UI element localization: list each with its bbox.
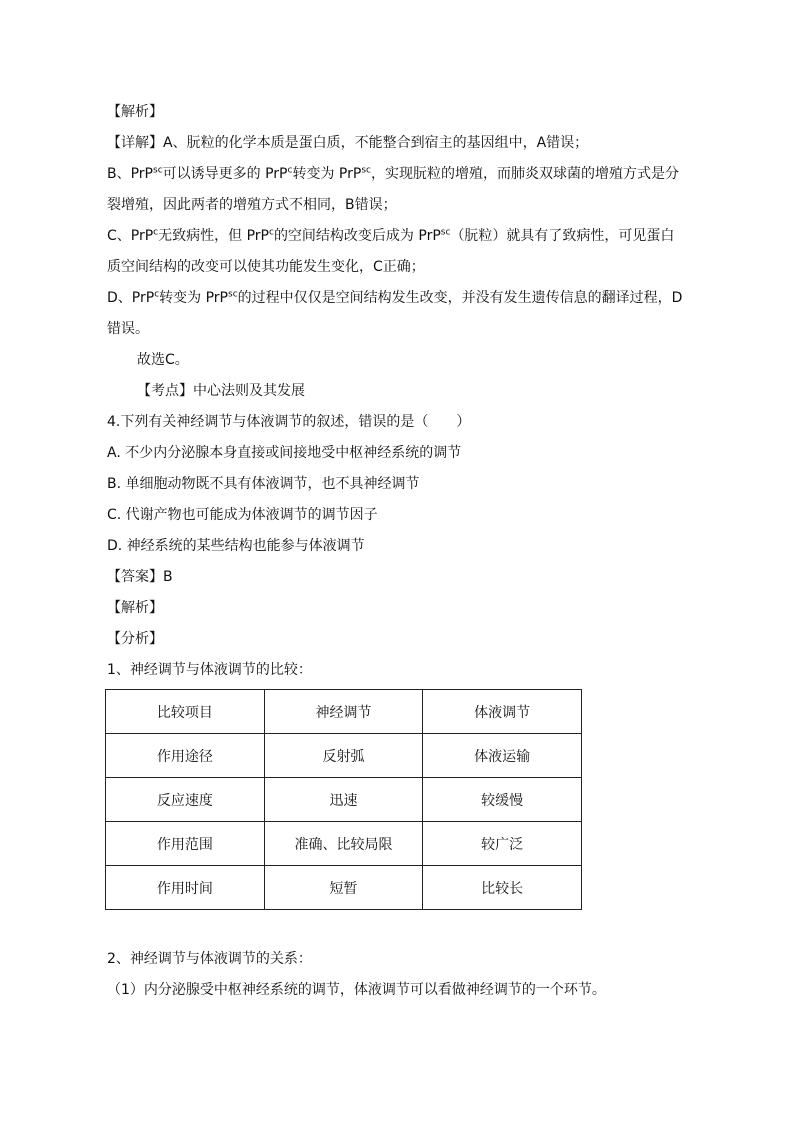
table-cell: 反应速度: [106, 778, 265, 822]
table-cell: 迅速: [264, 778, 423, 822]
table-cell: 作用途径: [106, 734, 265, 778]
question-4: 4.下列有关神经调节与体液调节的叙述，错误的是（ ）: [107, 414, 471, 430]
relation-title: 2、神经调节与体液调节的关系：: [107, 951, 312, 967]
detail-d: D、PrP$^c$转变为 PrP$^{sc}$的过程中仅仅是空间结构发生改变，并没有发生遗传信息的翻译过程，D: [107, 289, 683, 306]
answer-label: 【答案】B: [107, 569, 173, 585]
option-b: B. 单细胞动物既不具有体液调节，也不具神经调节: [107, 476, 420, 492]
table-cell: 较缓慢: [423, 778, 582, 822]
table-row: [106, 866, 582, 910]
table-row: [106, 690, 582, 734]
table-cell: 神经调节: [264, 690, 423, 734]
comparison-table: [105, 689, 582, 910]
detail-d-cont: 错误。: [107, 321, 149, 337]
table-cell: 作用范围: [106, 822, 265, 866]
table-row: [106, 778, 582, 822]
table-cell: 体液调节: [423, 690, 582, 734]
relation-item-1: （1）内分泌腺受中枢神经系统的调节，体液调节可以看做神经调节的一个环节。: [107, 982, 606, 998]
table-cell: 体液运输: [423, 734, 582, 778]
table-cell: 比较项目: [106, 690, 265, 734]
comparison-title: 1、神经调节与体液调节的比较：: [107, 662, 312, 678]
table-row: [106, 734, 582, 778]
analysis-heading: 【解析】: [107, 104, 163, 120]
detail-b-cont: 裂增殖，因此两者的增殖方式不相同，B错误；: [107, 197, 397, 213]
detail-c: C、PrP$^c$无致病性，但 PrP$^c$的空间结构改变后成为 PrP$^{sc}$（朊粒）就具有了致病性，可见蛋白: [107, 227, 675, 244]
option-a: A. 不少内分泌腺本身直接或间接地受中枢神经系统的调节: [107, 445, 462, 461]
analysis-heading-2: 【解析】: [107, 600, 163, 616]
detail-a: 【详解】A、朊粒的化学本质是蛋白质，不能整合到宿主的基因组中，A错误；: [107, 135, 589, 151]
option-c: C. 代谢产物也可能成为体液调节的调节因子: [107, 507, 378, 523]
table-cell: 作用时间: [106, 866, 265, 910]
analysis-subheading: 【分析】: [107, 631, 163, 647]
table-cell: 准确、比较局限: [264, 822, 423, 866]
detail-b: B、PrP$^{sc}$可以诱导更多的 PrP$^c$转变为 PrP$^{sc}$，实现朊粒的增殖，而肺炎双球菌的增殖方式是分: [107, 165, 679, 182]
table-cell: 短暂: [264, 866, 423, 910]
detail-c-cont: 质空间结构的改变可以使其功能发生变化，C正确；: [107, 259, 425, 275]
table-cell: 反射弧: [264, 734, 423, 778]
table-row: [106, 822, 582, 866]
choice-conclusion: 故选C。: [137, 352, 189, 368]
table-cell: 比较长: [423, 866, 582, 910]
key-point: 【考点】中心法则及其发展: [137, 383, 305, 399]
relation-section: [107, 944, 687, 1006]
answer-content: [107, 97, 687, 686]
table-cell: 较广泛: [423, 822, 582, 866]
option-d: D. 神经系统的某些结构也能参与体液调节: [107, 538, 365, 554]
